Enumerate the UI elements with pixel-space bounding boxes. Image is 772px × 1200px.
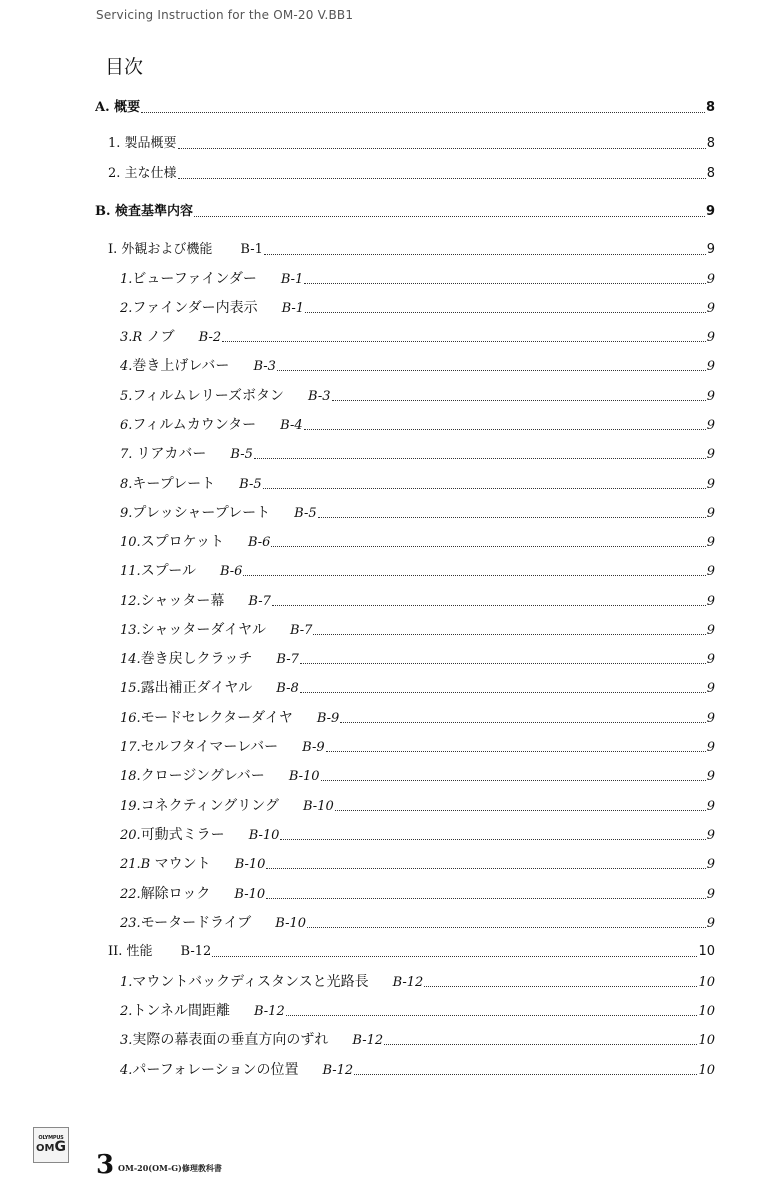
toc-entry-page-number: 9 [706, 389, 715, 404]
toc-entry-page-number: 9 [706, 828, 715, 843]
toc-entry[interactable] [108, 240, 715, 260]
toc-entry[interactable] [120, 649, 715, 669]
toc-entry-label: 14.巻き戻しクラッチ [120, 651, 253, 667]
toc-entry-section-ref: B-3 [253, 359, 276, 374]
toc-entry-page-number: 9 [706, 681, 715, 696]
dot-leader [280, 839, 705, 840]
toc-entry-page-number: 9 [706, 418, 715, 433]
toc-entry-label: 4.パーフォレーションの位置 [120, 1062, 299, 1078]
toc-entry[interactable] [120, 796, 715, 816]
dot-leader [141, 112, 705, 113]
toc-entry-label: 3.R ノブ [120, 329, 175, 345]
toc-entry-page-number: 9 [706, 652, 715, 667]
dot-leader [286, 1015, 698, 1016]
dot-leader [243, 575, 705, 576]
toc-entry-page-number: 9 [706, 769, 715, 784]
toc-entry-page-number: 9 [706, 740, 715, 755]
dot-leader [313, 634, 705, 635]
dot-leader [354, 1074, 697, 1075]
dot-leader [318, 517, 706, 518]
dot-leader [263, 488, 706, 489]
page-title: 目次 [105, 56, 144, 78]
dot-leader [424, 986, 697, 987]
toc-entry-section-ref: B-10 [248, 828, 280, 843]
toc-entry[interactable] [120, 561, 715, 581]
toc-entry-section-ref: B-10 [234, 887, 266, 902]
toc-entry-section-ref: B-6 [248, 535, 271, 550]
toc-entry-label: 20.可動式ミラー [120, 827, 225, 843]
toc-entry-page-number: 9 [706, 272, 715, 287]
toc-entry[interactable] [120, 474, 715, 494]
toc-entry-label: 17.セルフタイマーレバー [120, 739, 279, 755]
toc-entry-section-ref: B-1 [281, 301, 305, 316]
toc-entry-section-ref: B-10 [234, 857, 266, 872]
toc-entry-page-number: 9 [706, 799, 715, 814]
page-number: 3 [96, 1150, 115, 1180]
toc-entry-section-ref: B-5 [230, 447, 253, 462]
toc-entry-label: 22.解除ロック [120, 886, 211, 902]
toc-entry[interactable] [120, 591, 715, 611]
dot-leader [335, 810, 706, 811]
toc-entry[interactable] [120, 1060, 715, 1080]
toc-entry-section-ref: B-3 [308, 389, 331, 404]
toc-entry-label: 8.キープレート [120, 476, 216, 492]
dot-leader [332, 400, 706, 401]
olympus-om-g-logo [33, 1127, 69, 1163]
toc-entry-page-number: 9 [706, 330, 715, 345]
toc-entry-label: 1. 製品概要 [108, 136, 177, 151]
toc-entry-label: 2.ファインダー内表示 [120, 300, 258, 316]
toc-entry-section-ref: B-9 [316, 711, 340, 726]
toc-entry-label: 3.実際の幕表面の垂直方向のずれ [120, 1032, 329, 1048]
toc-entry-section-ref: B-4 [280, 418, 303, 433]
dot-leader [277, 370, 706, 371]
toc-entry-label: 16.モードセレクターダイヤ [120, 710, 293, 726]
toc-entry-section-ref: B-12 [352, 1033, 384, 1048]
toc-entry-section-ref: B-1 [240, 242, 263, 257]
dot-leader [272, 605, 706, 606]
toc-entry-page-number: 10 [698, 975, 715, 990]
toc-entry-page-number: 8 [706, 136, 715, 151]
dot-leader [271, 546, 705, 547]
toc-entry[interactable] [120, 298, 715, 318]
toc-entry-section-ref: B-10 [288, 769, 320, 784]
dot-leader [326, 751, 706, 752]
dot-leader [266, 898, 706, 899]
dot-leader [194, 216, 705, 217]
logo-om-text: OMG [36, 1139, 66, 1155]
toc-entry[interactable] [120, 327, 715, 347]
dot-leader [304, 429, 706, 430]
toc-entry-label: 7. リアカバー [120, 446, 207, 462]
toc-entry-label: 12.シャッター幕 [120, 593, 225, 609]
toc-entry[interactable] [120, 415, 715, 435]
toc-entry-page-number: 9 [706, 711, 715, 726]
toc-entry-page-number: 9 [706, 242, 715, 257]
toc-entry-page-number: 9 [706, 477, 715, 492]
toc-entry-page-number: 8 [705, 100, 715, 115]
toc-entry-page-number: 9 [706, 564, 715, 579]
toc-entry-page-number: 9 [706, 506, 715, 521]
toc-entry[interactable] [120, 1001, 715, 1021]
toc-entry-label: 2. 主な仕様 [108, 166, 177, 181]
toc-entry[interactable] [120, 356, 715, 376]
dot-leader [222, 341, 706, 342]
toc-entry-label: II. 性能 [108, 944, 153, 959]
toc-entry-label: 15.露出補正ダイヤル [120, 680, 253, 696]
toc-entry-page-number: 10 [698, 1033, 715, 1048]
running-header: Servicing Instruction for the OM-20 V.BB1 [96, 8, 354, 22]
toc-entry-page-number: 10 [698, 944, 715, 959]
toc-entry-page-number: 9 [706, 594, 715, 609]
toc-entry-section-ref: B-12 [392, 975, 424, 990]
toc-entry-section-ref: B-10 [303, 799, 334, 814]
toc-entry-page-number: 9 [706, 887, 715, 902]
toc-entry[interactable] [120, 884, 715, 904]
toc-entry[interactable] [120, 766, 715, 786]
toc-entry-label: 4.巻き上げレバー [120, 358, 230, 374]
dot-leader [178, 178, 706, 179]
toc-entry-section-ref: B-7 [276, 652, 299, 667]
toc-entry-page-number: 10 [698, 1063, 715, 1078]
toc-entry[interactable] [120, 854, 715, 874]
toc-entry-label: 9.プレッシャープレート [120, 505, 271, 521]
toc-entry-label: 10.スプロケット [120, 534, 224, 550]
toc-entry-page-number: 9 [706, 301, 715, 316]
toc-entry-section-ref: B-5 [294, 506, 317, 521]
toc-entry-section-ref: B-6 [220, 564, 243, 579]
toc-entry-label: I. 外観および機能 [108, 242, 213, 257]
toc-entry-label: 1.ビューファインダー [120, 271, 257, 287]
toc-entry-section-ref: B-12 [180, 944, 212, 959]
dot-leader [340, 722, 705, 723]
dot-leader [300, 663, 706, 664]
toc-entry[interactable] [120, 678, 715, 698]
dot-leader [254, 458, 706, 459]
toc-entry-page-number: 10 [698, 1004, 715, 1019]
toc-entry-section-ref: B-9 [302, 740, 325, 755]
toc-entry-section-ref: B-7 [290, 623, 313, 638]
toc-entry[interactable] [120, 269, 715, 289]
toc-entry[interactable] [120, 708, 715, 728]
toc-entry-label: 13.シャッターダイヤル [120, 622, 266, 638]
toc-entry[interactable] [120, 620, 715, 640]
toc-entry-section-ref: B-7 [248, 594, 271, 609]
logo-brand-text: OLYMPUS [38, 1135, 64, 1141]
toc-entry-label: 2.トンネル間距離 [120, 1003, 230, 1019]
dot-leader [264, 254, 706, 255]
toc-entry-label: 19.コネクティングリング [120, 798, 280, 814]
dot-leader [321, 780, 706, 781]
toc-entry-page-number: 9 [706, 359, 715, 374]
toc-entry-section-ref: B-12 [254, 1004, 285, 1019]
dot-leader [178, 148, 706, 149]
toc-entry-section-ref: B-1 [280, 272, 304, 287]
toc-entry[interactable] [120, 444, 715, 464]
toc-entry[interactable] [120, 1030, 715, 1050]
toc-entry[interactable] [120, 825, 715, 845]
toc-entry-section-ref: B-2 [198, 330, 222, 345]
toc-entry[interactable] [95, 98, 715, 118]
dot-leader [384, 1044, 697, 1045]
toc-entry-page-number: 9 [706, 916, 715, 931]
toc-entry[interactable] [108, 942, 715, 962]
toc-entry[interactable] [120, 503, 715, 523]
toc-entry-page-number: 9 [706, 857, 715, 872]
dot-leader [305, 312, 706, 313]
toc-entry-label: 21.B マウント [120, 856, 211, 872]
toc-entry[interactable] [120, 532, 715, 552]
toc-entry-label: 11.スプール [120, 563, 196, 579]
toc-entry-page-number: 9 [706, 535, 715, 550]
toc-entry-page-number: 9 [705, 204, 715, 219]
toc-entry-label: 5.フィルムレリーズボタン [120, 388, 285, 404]
footer-doc-title: OM-20(OM-G)修理教科書 [118, 1163, 222, 1173]
toc-entry[interactable] [120, 737, 715, 757]
toc-entry[interactable] [120, 913, 715, 933]
toc-entry-label: 6.フィルムカウンター [120, 417, 257, 433]
toc-entry-label: 23.モータードライブ [120, 915, 252, 931]
toc-entry[interactable] [108, 134, 715, 154]
toc-entry[interactable] [120, 972, 715, 992]
toc-entry[interactable] [108, 164, 715, 184]
dot-leader [266, 868, 705, 869]
toc-entry-label: B. 検査基準内容 [95, 204, 194, 219]
toc-entry-section-ref: B-8 [276, 681, 299, 696]
dot-leader [212, 956, 697, 957]
toc-entry-page-number: 8 [706, 166, 715, 181]
toc-entry-section-ref: B-12 [322, 1063, 354, 1078]
toc-entry-page-number: 9 [706, 447, 715, 462]
toc-entry-label: A. 概要 [95, 100, 141, 115]
toc-entry[interactable] [120, 386, 715, 406]
toc-entry-page-number: 9 [706, 623, 715, 638]
toc-entry-section-ref: B-10 [275, 916, 307, 931]
toc-entry-label: 18.クロージングレバー [120, 768, 265, 784]
dot-leader [307, 927, 706, 928]
dot-leader [304, 283, 705, 284]
dot-leader [300, 692, 706, 693]
toc-entry-section-ref: B-5 [239, 477, 262, 492]
toc-entry-label: 1.マウントバックディスタンスと光路長 [120, 974, 369, 990]
toc-entry[interactable] [95, 202, 715, 222]
